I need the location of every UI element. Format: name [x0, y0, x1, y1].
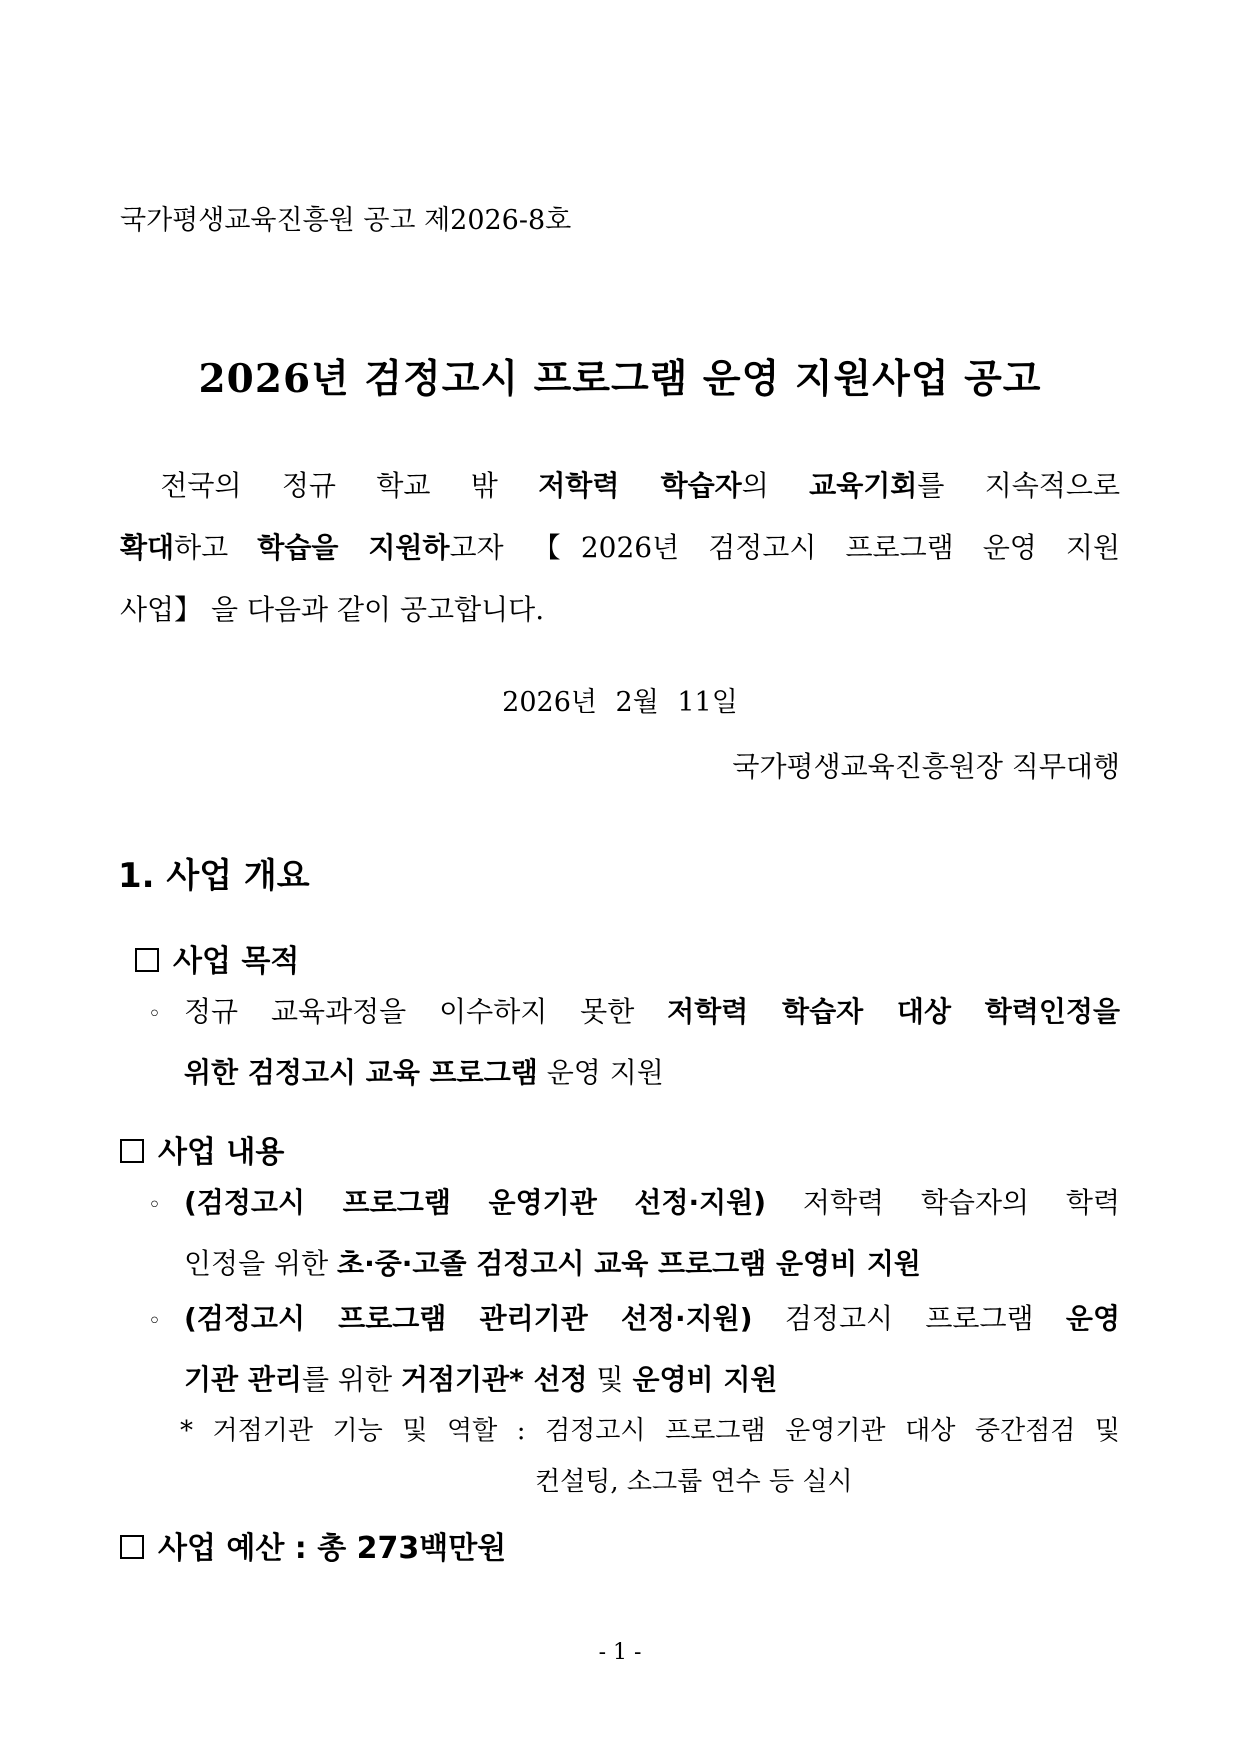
document-title: 2026년 검정고시 프로그램 운영 지원사업 공고 — [198, 356, 1042, 402]
content-text: 저학력 학습자의 학력 — [766, 1186, 1121, 1219]
content-item-2 — [148, 1290, 1120, 1409]
signer: 국가평생교육진흥원장 직무대행 — [732, 750, 1120, 783]
content-text: 를 위한 — [301, 1363, 401, 1396]
footnote-line-1: * 거점기관 기능 및 역할 : 검정고시 프로그램 운영기관 대상 중간점검 및 — [180, 1416, 1120, 1446]
content-emphasis: 운영비 지원 — [632, 1363, 778, 1396]
intro-emphasis: 저학력 학습자 — [538, 469, 742, 502]
purpose-emphasis: 저학력 학습자 대상 학력인정을 — [667, 995, 1120, 1028]
purpose-text: 정규 교육과정을 이수하지 못한 — [184, 995, 668, 1028]
content-text: 인정을 위한 — [184, 1247, 338, 1280]
intro-text: 하고 — [174, 531, 258, 564]
bullet-icon: ◦ — [148, 1309, 161, 1334]
purpose-item — [148, 983, 1120, 1102]
checkbox-square-icon — [135, 948, 159, 972]
content-emphasis: 운영 — [1065, 1302, 1121, 1335]
content-emphasis: 기관 관리 — [184, 1363, 302, 1396]
intro-emphasis: 학습을 지원하 — [257, 531, 450, 564]
intro-paragraph — [120, 455, 1120, 641]
footnote — [180, 1410, 1120, 1498]
purpose-heading-text: 사업 목적 — [173, 944, 300, 979]
content-heading — [120, 1127, 284, 1171]
intro-line-1 — [120, 455, 1120, 517]
content-item-2-line-2 — [148, 1351, 1120, 1409]
intro-line-3: 사업】 을 다음과 같이 공고합니다. — [120, 593, 545, 626]
content-heading-text: 사업 내용 — [158, 1135, 285, 1170]
content-item-1-line-2 — [148, 1235, 1120, 1293]
content-item-1 — [148, 1174, 1120, 1293]
content-item-2-line-1 — [148, 1290, 1120, 1351]
checkbox-square-icon — [120, 1139, 144, 1163]
content-emphasis: (검정고시 프로그램 운영기관 선정·지원) — [184, 1186, 767, 1219]
intro-text: 고자 【2026년 검정고시 프로그램 운영 지원 — [449, 531, 1121, 564]
checkbox-square-icon — [120, 1535, 144, 1559]
section-heading: 1. 사업 개요 — [118, 856, 310, 896]
budget-heading — [120, 1523, 506, 1567]
purpose-heading — [135, 936, 299, 980]
bullet-icon: ◦ — [148, 1193, 161, 1218]
bullet-icon: ◦ — [148, 1002, 161, 1027]
content-emphasis: (검정고시 프로그램 관리기관 선정·지원) — [184, 1302, 753, 1335]
intro-emphasis: 교육기회 — [809, 469, 918, 502]
purpose-emphasis: 위한 검정고시 교육 프로그램 — [184, 1056, 538, 1089]
notice-date: 2026년 2월 11일 — [502, 687, 738, 718]
notice-number: 국가평생교육진흥원 공고 제2026-8호 — [120, 205, 572, 236]
content-text: 검정고시 프로그램 — [752, 1302, 1066, 1335]
page-number: - 1 - — [598, 1640, 642, 1665]
intro-text: 의 — [741, 469, 810, 502]
intro-line-2 — [120, 517, 1120, 579]
intro-text: 전국의 정규 학교 밖 — [160, 469, 539, 502]
content-text: 및 — [587, 1363, 633, 1396]
content-emphasis: 거점기관* 선정 — [400, 1363, 588, 1396]
budget-heading-text: 사업 예산 : 총 273백만원 — [158, 1531, 507, 1566]
intro-text: 를 지속적으로 — [917, 469, 1120, 502]
footnote-line-2: 컨설팅, 소그룹 연수 등 실시 — [535, 1467, 853, 1497]
purpose-line-1 — [148, 983, 1120, 1044]
purpose-text: 운영 지원 — [537, 1056, 664, 1089]
content-item-1-line-1 — [148, 1174, 1120, 1235]
content-emphasis: 초·중·고졸 검정고시 교육 프로그램 운영비 지원 — [337, 1247, 921, 1280]
purpose-line-2 — [148, 1044, 1120, 1102]
intro-emphasis: 확대 — [120, 531, 175, 564]
